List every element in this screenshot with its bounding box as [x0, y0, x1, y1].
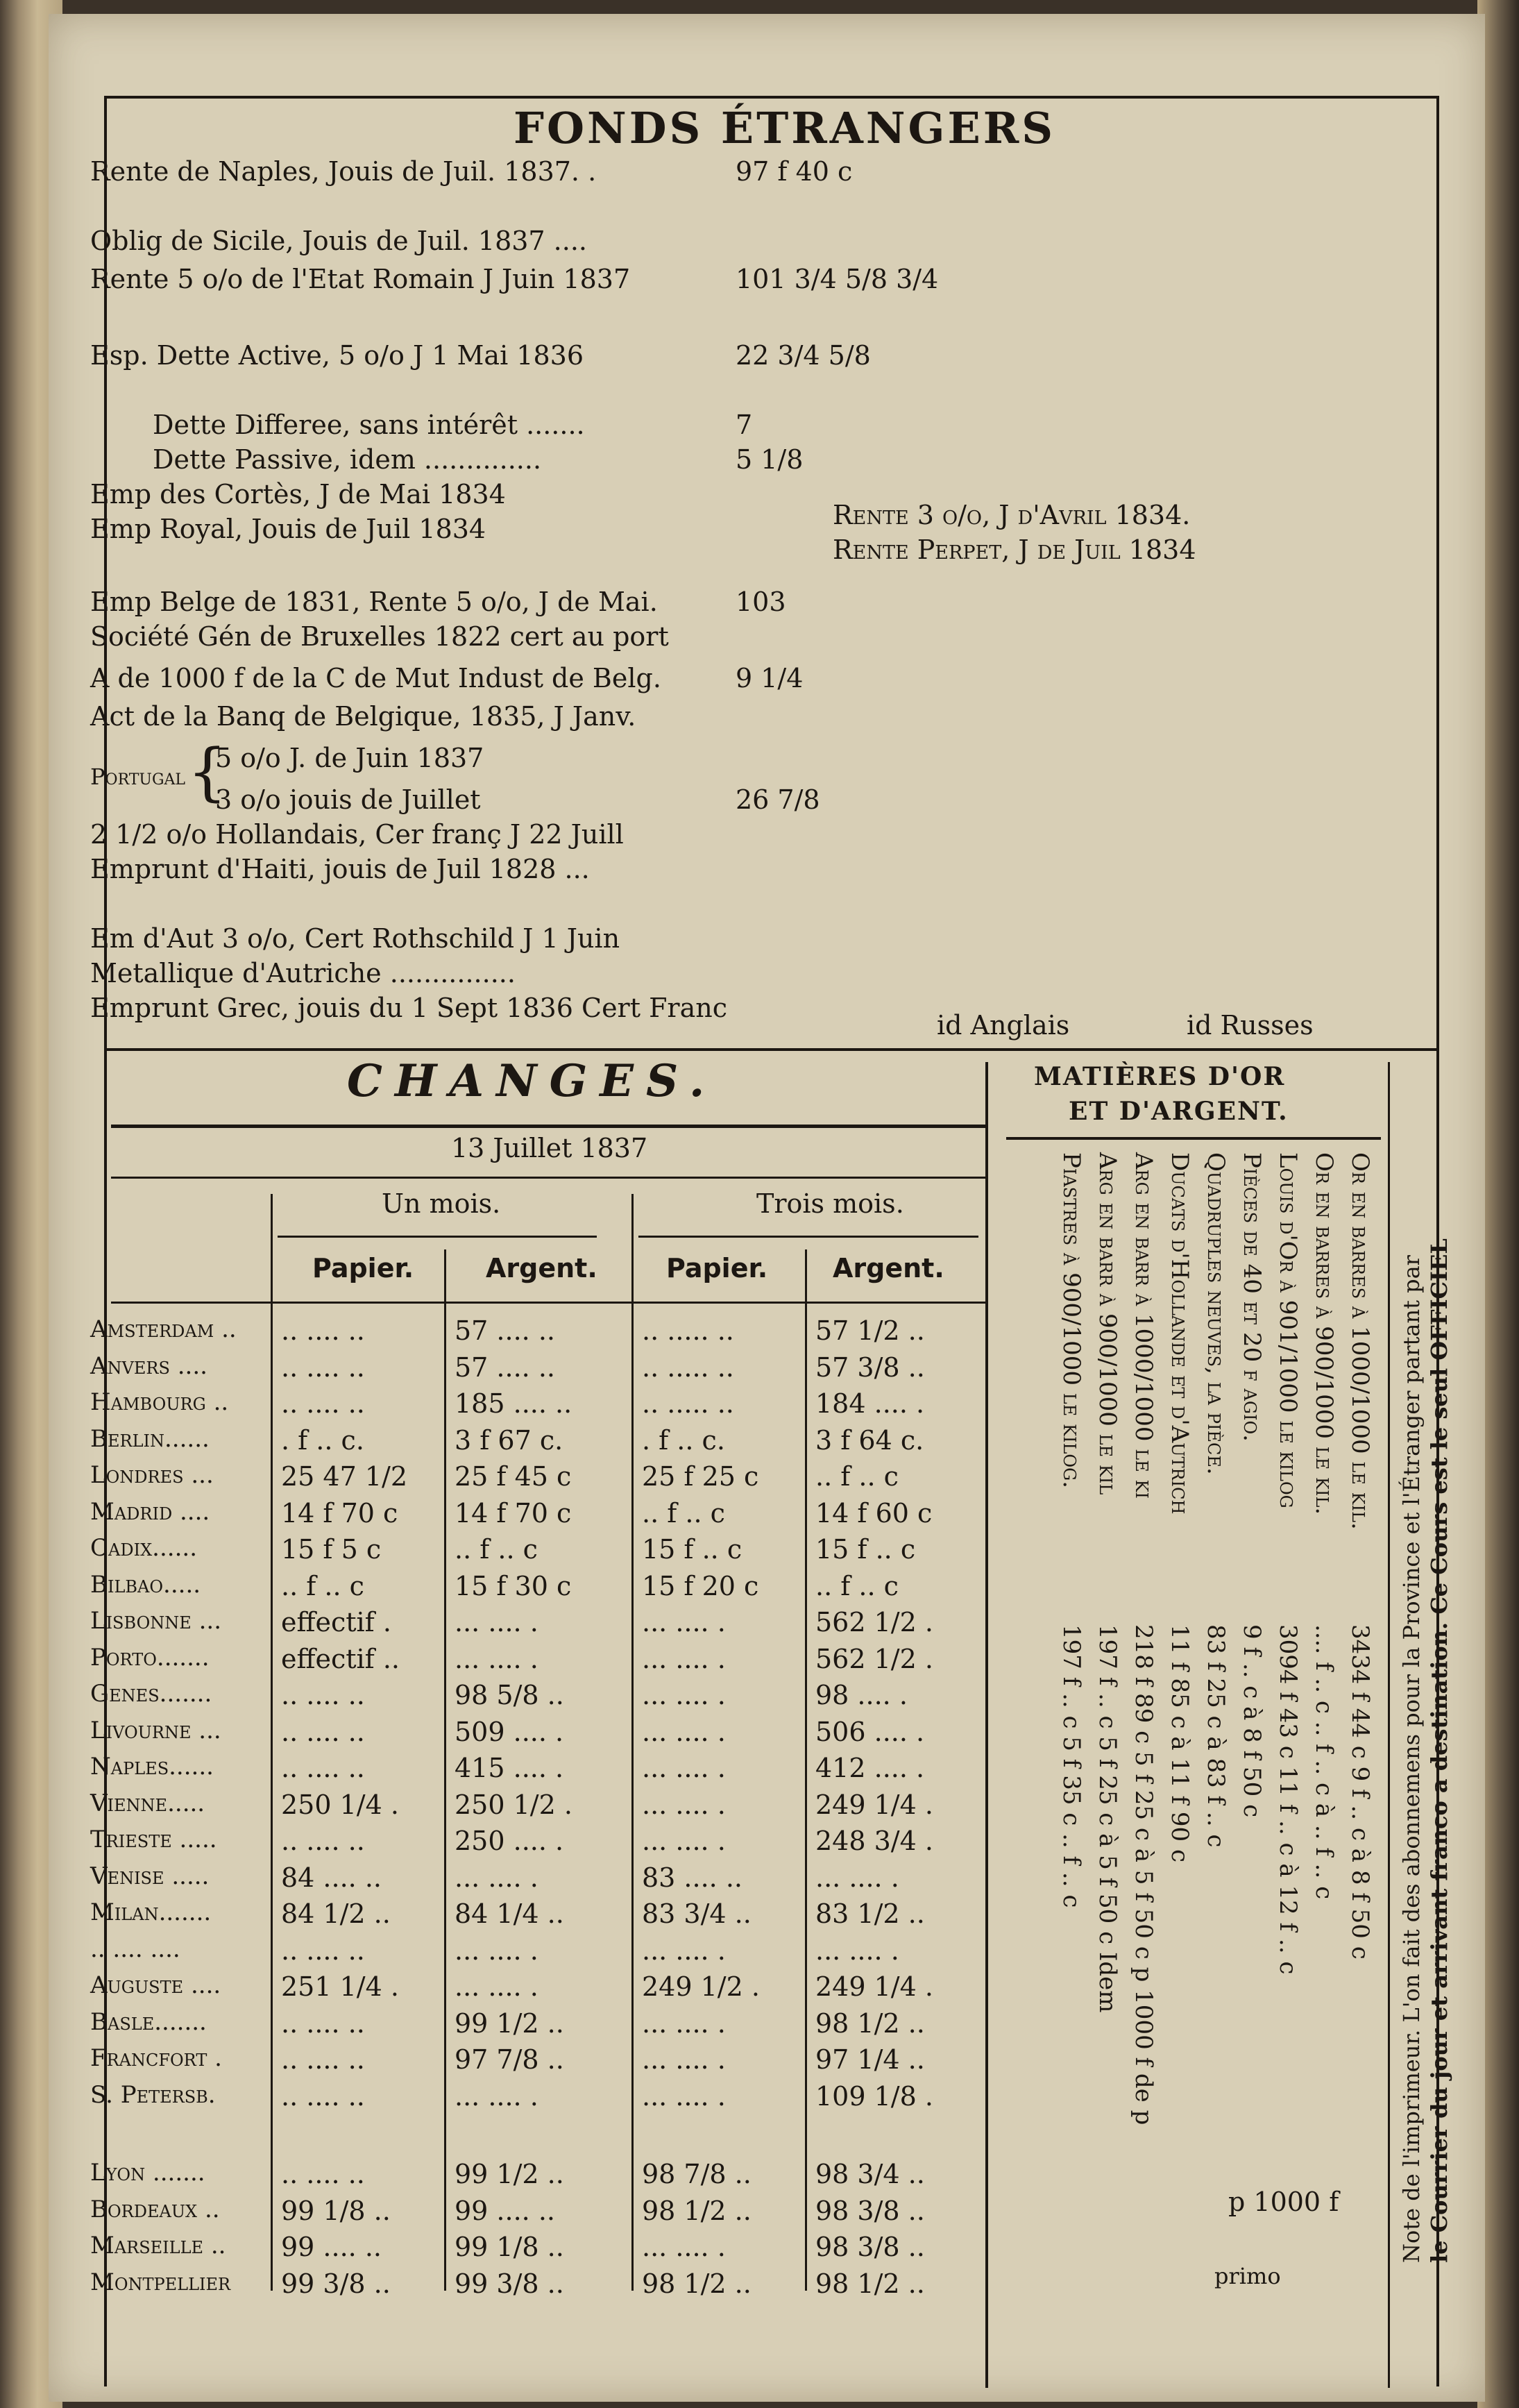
change-cell-tm_a: 14 f 60 c	[815, 1497, 933, 1529]
top-rule	[104, 96, 1436, 99]
change-cell-tm_a: 15 f .. c	[815, 1534, 916, 1565]
change-cell-um_a: ... .... .	[455, 1643, 538, 1674]
fonds-row-label: Emprunt d'Haiti, jouis de Juil 1828 ...	[90, 854, 590, 884]
matieres-p1000: p 1000 f	[1228, 2187, 1339, 2217]
change-city: Basle.......	[90, 2007, 207, 2036]
change-cell-um_p: . f .. c.	[281, 1424, 364, 1456]
grec-id-anglais: id Anglais	[937, 1010, 1070, 1041]
change-city: Bilbao.....	[90, 1570, 201, 1599]
change-cell-tm_p: ... .... .	[642, 2080, 726, 2112]
fonds-row-value: 22 3/4 5/8	[736, 340, 871, 371]
matieres-line-label: Arg en barr à 1000/1000 le ki	[1130, 1152, 1157, 1499]
change-city: S. Petersb.	[90, 2080, 216, 2109]
fonds-row-value: 7	[736, 410, 753, 440]
change-cell-um_a: 99 1/8 ..	[455, 2232, 564, 2262]
change-cell-tm_p: ... .... .	[642, 2232, 726, 2262]
fonds-row-label: Dette Differee, sans intérêt .......	[153, 410, 585, 440]
change-city: Lisbonne ...	[90, 1607, 222, 1635]
change-cell-tm_p: 15 f .. c	[642, 1534, 742, 1565]
change-city: Venise .....	[90, 1862, 210, 1890]
fonds-row-label: Esp. Dette Active, 5 o/o J 1 Mai 1836	[90, 340, 584, 371]
matieres-right-rule	[1388, 1062, 1390, 2388]
fonds-row-label: Emp Belge de 1831, Rente 5 o/o, J de Mai.	[90, 587, 658, 617]
fonds-etrangers-title: FONDS ÉTRANGERS	[514, 103, 1056, 153]
change-cell-um_a: ... .... .	[455, 1935, 538, 1966]
change-cell-tm_p: ... .... .	[642, 1826, 726, 1856]
change-cell-tm_p: ... .... .	[642, 1789, 726, 1820]
header-trois-mois: Trois mois.	[756, 1188, 904, 1219]
change-cell-tm_a: 506 .... .	[815, 1716, 925, 1747]
fonds-row-value: 5 1/8	[736, 444, 804, 475]
change-cell-tm_p: 98 1/2 ..	[642, 2195, 752, 2226]
change-cell-tm_a: 98 3/8 ..	[815, 2232, 925, 2262]
portugal-label: Portugal	[90, 764, 186, 790]
portugal-row-1: 5 o/o J. de Juin 1837	[215, 743, 484, 773]
change-cell-tm_a: .. f .. c	[815, 1570, 899, 1601]
change-cell-tm_a: 97 1/4 ..	[815, 2044, 925, 2075]
change-cell-tm_a: 249 1/4 .	[815, 1971, 933, 2002]
change-cell-tm_a: .. f .. c	[815, 1461, 899, 1492]
change-cell-tm_a: 98 3/4 ..	[815, 2159, 925, 2189]
change-cell-tm_p: .. f .. c	[642, 1497, 725, 1529]
change-cell-tm_a: 57 3/8 ..	[815, 1352, 925, 1383]
change-cell-um_a: 185 .... ..	[455, 1388, 572, 1419]
trois-mois-rule	[638, 1236, 978, 1238]
change-cell-um_a: 84 1/4 ..	[455, 1898, 564, 1929]
change-city: Genes.......	[90, 1680, 212, 1708]
fonds-row-label: Emp des Cortès, J de Mai 1834	[90, 479, 506, 510]
change-city: Berlin......	[90, 1424, 210, 1453]
side-note-line-1: Note de l'imprimeur. L'on fait des abonnemens pour la Province et l'Étranger partant par	[1398, 1255, 1425, 2263]
matieres-line-label: Or en barres à 900/1000 le kil.	[1310, 1152, 1338, 1515]
change-city: Milan.......	[90, 1898, 212, 1926]
change-cell-tm_a: 109 1/8 .	[815, 2080, 933, 2112]
change-cell-tm_a: 98 3/8 ..	[815, 2195, 925, 2226]
header-un-mois: Un mois.	[382, 1188, 501, 1219]
change-cell-um_a: ... .... .	[455, 2080, 538, 2112]
change-cell-um_p: .. .... ..	[281, 2007, 365, 2039]
left-rule	[104, 96, 107, 2386]
matieres-primo: primo	[1214, 2263, 1281, 2289]
change-cell-um_a: 250 .... .	[455, 1826, 564, 1856]
matieres-line-value: 3094 f 43 c 11 f .. c à 12 f .. c	[1274, 1624, 1302, 1975]
section-divider	[104, 1048, 1436, 1051]
change-cell-tm_p: ... .... .	[642, 1680, 726, 1710]
changes-header-bottom-rule	[111, 1302, 985, 1304]
matieres-title-1: MATIÈRES D'OR	[1034, 1062, 1286, 1091]
matieres-line-label: Ducats d'Hollande et d'Autrich	[1166, 1152, 1194, 1515]
change-cell-um_a: 415 .... .	[455, 1753, 564, 1783]
matieres-line-label: Louis d'Or à 901/1000 le kilog	[1274, 1152, 1302, 1508]
change-cell-tm_p: ... .... .	[642, 2044, 726, 2075]
change-cell-tm_a: ... .... .	[815, 1935, 899, 1966]
change-city: Londres ...	[90, 1461, 214, 1489]
change-cell-tm_p: 98 7/8 ..	[642, 2159, 752, 2189]
change-cell-um_a: 250 1/2 .	[455, 1789, 572, 1820]
change-cell-um_p: 25 47 1/2	[281, 1461, 408, 1492]
fonds-row-label: Metallique d'Autriche ...............	[90, 958, 516, 988]
change-cell-um_a: 25 f 45 c	[455, 1461, 572, 1492]
matieres-line-label: Or en barres à 1000/1000 le kil.	[1346, 1152, 1374, 1530]
change-cell-um_a: ... .... .	[455, 1971, 538, 2002]
col-rule-2	[444, 1249, 446, 2291]
change-cell-um_p: .. .... ..	[281, 2044, 365, 2075]
change-cell-um_a: 15 f 30 c	[455, 1570, 572, 1601]
change-cell-tm_p: 15 f 20 c	[642, 1570, 759, 1601]
fonds-row-label: Emp Royal, Jouis de Juil 1834	[90, 514, 486, 544]
change-cell-um_a: .. f .. c	[455, 1534, 538, 1565]
change-cell-um_a: 14 f 70 c	[455, 1497, 572, 1529]
change-cell-um_p: 99 1/8 ..	[281, 2195, 391, 2226]
change-city: Lyon .......	[90, 2159, 205, 2187]
matieres-line-label: Piastres à 900/1000 le kilog.	[1058, 1152, 1085, 1489]
change-city: .. .... ....	[90, 1935, 180, 1963]
header-argent-1: Argent.	[486, 1253, 597, 1283]
change-cell-tm_a: 3 f 64 c.	[815, 1424, 924, 1456]
change-city: Marseille ..	[90, 2232, 226, 2259]
portugal-row-2: 3 o/o jouis de Juillet	[215, 784, 481, 815]
fonds-row-label: Rente de Naples, Jouis de Juil. 1837. .	[90, 156, 597, 187]
change-cell-tm_a: 562 1/2 .	[815, 1643, 933, 1674]
side-note-line-2: le Courrier du jour et arrivant franco a destination. Ce Cours est le seul OFFICIEL	[1426, 1238, 1452, 2263]
change-cell-um_p: .. .... ..	[281, 1935, 365, 1966]
matieres-line-value: 9 f .. c à 8 f 50 c	[1238, 1624, 1266, 1818]
change-city: Cadix......	[90, 1534, 198, 1562]
matieres-line-label: Quadruples neuves, la pièce.	[1202, 1152, 1230, 1475]
matieres-line-value: .... f .. c .. f .. c à .. f .. c	[1310, 1624, 1338, 1900]
change-city: Auguste ....	[90, 1971, 221, 1999]
matieres-line-label: Arg en barr à 900/1000 le kil	[1094, 1152, 1121, 1495]
change-cell-um_a: 3 f 67 c.	[455, 1424, 563, 1456]
matieres-line-value: 197 f .. c 5 f 25 c à 5 f 50 c Idem	[1094, 1624, 1121, 2013]
change-city: Porto.......	[90, 1643, 210, 1672]
change-cell-um_p: .. .... ..	[281, 1753, 365, 1783]
change-cell-um_a: 99 1/2 ..	[455, 2007, 564, 2039]
header-argent-2: Argent.	[833, 1253, 944, 1283]
change-cell-um_p: .. .... ..	[281, 2159, 365, 2189]
side-note-rente-perpet: Rente Perpet, J de Juil 1834	[833, 534, 1196, 565]
fonds-row-label: Oblig de Sicile, Jouis de Juil. 1837 ....	[90, 226, 587, 256]
change-cell-tm_p: ... .... .	[642, 1643, 726, 1674]
col-rule-1	[271, 1194, 273, 2291]
fonds-row-value: 97 f 40 c	[736, 156, 853, 187]
change-city: Montpellier	[90, 2268, 231, 2296]
change-cell-um_a: 99 .... ..	[455, 2195, 555, 2226]
change-cell-tm_a: 248 3/4 .	[815, 1826, 933, 1856]
change-city: Trieste .....	[90, 1826, 217, 1853]
change-cell-um_p: 99 .... ..	[281, 2232, 382, 2262]
fonds-row-label: Act de la Banq de Belgique, 1835, J Janv.	[90, 701, 636, 732]
change-cell-tm_p: 83 3/4 ..	[642, 1898, 752, 1929]
change-cell-tm_a: 562 1/2 .	[815, 1607, 933, 1637]
change-cell-tm_p: .. ..... ..	[642, 1388, 734, 1419]
change-cell-um_a: 509 .... .	[455, 1716, 564, 1747]
change-cell-tm_a: 98 1/2 ..	[815, 2268, 925, 2299]
change-city: Bordeaux ..	[90, 2195, 220, 2223]
fonds-row-value: 103	[736, 587, 786, 617]
change-cell-um_p: 14 f 70 c	[281, 1497, 398, 1529]
change-cell-tm_a: 83 1/2 ..	[815, 1898, 925, 1929]
change-cell-tm_p: 83 .... ..	[642, 1862, 742, 1893]
header-papier-1: Papier.	[312, 1253, 414, 1283]
matieres-line-label: Pièces de 40 et 20 f agio.	[1238, 1152, 1266, 1442]
change-cell-tm_p: 249 1/2 .	[642, 1971, 760, 2002]
change-cell-tm_a: 57 1/2 ..	[815, 1315, 925, 1346]
matieres-line-value: 197 f .. c 5 f 35 c .. f .. c	[1058, 1624, 1085, 1908]
change-cell-um_a: ... .... .	[455, 1862, 538, 1893]
change-cell-tm_p: ... .... .	[642, 1935, 726, 1966]
change-cell-um_a: 98 5/8 ..	[455, 1680, 564, 1710]
changes-title: CHANGES.	[347, 1055, 718, 1107]
change-cell-um_p: .. f .. c	[281, 1570, 364, 1601]
fonds-row-label: Em d'Aut 3 o/o, Cert Rothschild J 1 Juin	[90, 923, 620, 954]
change-cell-tm_a: 98 1/2 ..	[815, 2007, 925, 2039]
change-city: Livourne ...	[90, 1716, 221, 1744]
change-cell-tm_a: 249 1/4 .	[815, 1789, 933, 1820]
change-cell-tm_p: ... .... .	[642, 1716, 726, 1747]
change-cell-tm_a: 98 .... .	[815, 1680, 908, 1710]
change-cell-tm_p: ... .... .	[642, 1607, 726, 1637]
matieres-title-2: ET D'ARGENT.	[1069, 1097, 1289, 1126]
portugal-brace: {	[187, 736, 228, 809]
change-cell-tm_a: ... .... .	[815, 1862, 899, 1893]
fonds-row-label: Dette Passive, idem ..............	[153, 444, 542, 475]
change-cell-um_p: 251 1/4 .	[281, 1971, 399, 2002]
change-cell-tm_p: ... .... .	[642, 2007, 726, 2039]
change-cell-um_a: 99 1/2 ..	[455, 2159, 564, 2189]
change-city: Anvers ....	[90, 1352, 207, 1380]
col-rule-4	[805, 1249, 807, 2291]
fonds-row-label: Rente 5 o/o de l'Etat Romain J Juin 1837	[90, 264, 631, 294]
change-cell-tm_p: . f .. c.	[642, 1424, 725, 1456]
change-cell-um_p: 84 1/2 ..	[281, 1898, 391, 1929]
change-cell-tm_p: 98 1/2 ..	[642, 2268, 752, 2299]
fonds-row-value: 9 1/4	[736, 663, 804, 693]
change-cell-um_a: 57 .... ..	[455, 1352, 555, 1383]
change-cell-um_p: effectif ..	[281, 1643, 400, 1674]
change-cell-um_p: .. .... ..	[281, 2080, 365, 2112]
matieres-rule	[1006, 1137, 1381, 1140]
fonds-row-value: 101 3/4 5/8 3/4	[736, 264, 939, 294]
change-cell-um_a: 97 7/8 ..	[455, 2044, 564, 2075]
grec-id-russes: id Russes	[1187, 1010, 1314, 1041]
matieres-line-value: 83 f 25 c à 83 f .. c	[1202, 1624, 1230, 1848]
fonds-row-label: Société Gén de Bruxelles 1822 cert au port	[90, 621, 669, 652]
matieres-line-value: 218 f 89 c 5 f 25 c à 5 f 50 c p 1000 f de p	[1130, 1624, 1157, 2125]
change-cell-um_p: .. .... ..	[281, 1716, 365, 1747]
change-cell-um_a: 57 .... ..	[455, 1315, 555, 1346]
change-cell-um_p: .. .... ..	[281, 1826, 365, 1856]
matieres-line-value: 3434 f 44 c 9 f .. c à 8 f 50 c	[1346, 1624, 1374, 1960]
change-cell-um_p: 250 1/4 .	[281, 1789, 399, 1820]
change-city: Francfort .	[90, 2044, 222, 2072]
col-rule-changes-right	[985, 1062, 988, 2388]
change-cell-um_p: .. .... ..	[281, 1315, 365, 1346]
changes-rule-2	[111, 1177, 985, 1179]
change-cell-um_p: .. .... ..	[281, 1388, 365, 1419]
portugal-value: 26 7/8	[736, 784, 820, 815]
change-cell-um_p: .. .... ..	[281, 1680, 365, 1710]
header-papier-2: Papier.	[666, 1253, 768, 1283]
changes-rule-1	[111, 1125, 985, 1128]
change-cell-um_p: 84 .... ..	[281, 1862, 382, 1893]
change-city: Vienne.....	[90, 1789, 205, 1817]
fonds-row-label: A de 1000 f de la C de Mut Indust de Belg.	[90, 663, 661, 693]
change-cell-um_a: 99 3/8 ..	[455, 2268, 564, 2299]
change-cell-tm_a: 412 .... .	[815, 1753, 925, 1783]
change-cell-um_p: 15 f 5 c	[281, 1534, 382, 1565]
change-cell-tm_a: 184 .... .	[815, 1388, 925, 1419]
change-cell-tm_p: ... .... .	[642, 1753, 726, 1783]
change-city: Madrid ....	[90, 1497, 210, 1526]
change-city: Naples......	[90, 1753, 214, 1780]
fonds-row-label: Emprunt Grec, jouis du 1 Sept 1836 Cert Franc	[90, 993, 728, 1023]
change-cell-um_p: effectif .	[281, 1607, 391, 1637]
changes-date: 13 Juillet 1837	[451, 1133, 648, 1163]
change-cell-tm_p: .. ..... ..	[642, 1315, 734, 1346]
change-cell-tm_p: .. ..... ..	[642, 1352, 734, 1383]
change-city: Hambourg ..	[90, 1388, 229, 1416]
change-cell-tm_p: 25 f 25 c	[642, 1461, 759, 1492]
side-note-rente-3: Rente 3 o/o, J d'Avril 1834.	[833, 500, 1191, 530]
un-mois-rule	[278, 1236, 597, 1238]
col-rule-3	[631, 1194, 634, 2291]
change-cell-um_a: ... .... .	[455, 1607, 538, 1637]
change-cell-um_p: 99 3/8 ..	[281, 2268, 391, 2299]
fonds-row-label: 2 1/2 o/o Hollandais, Cer franç J 22 Juill	[90, 819, 624, 850]
page-paper	[49, 14, 1485, 2402]
matieres-line-value: 11 f 85 c à 11 f 90 c	[1166, 1624, 1194, 1863]
change-city: Amsterdam ..	[90, 1315, 237, 1343]
change-cell-um_p: .. .... ..	[281, 1352, 365, 1383]
